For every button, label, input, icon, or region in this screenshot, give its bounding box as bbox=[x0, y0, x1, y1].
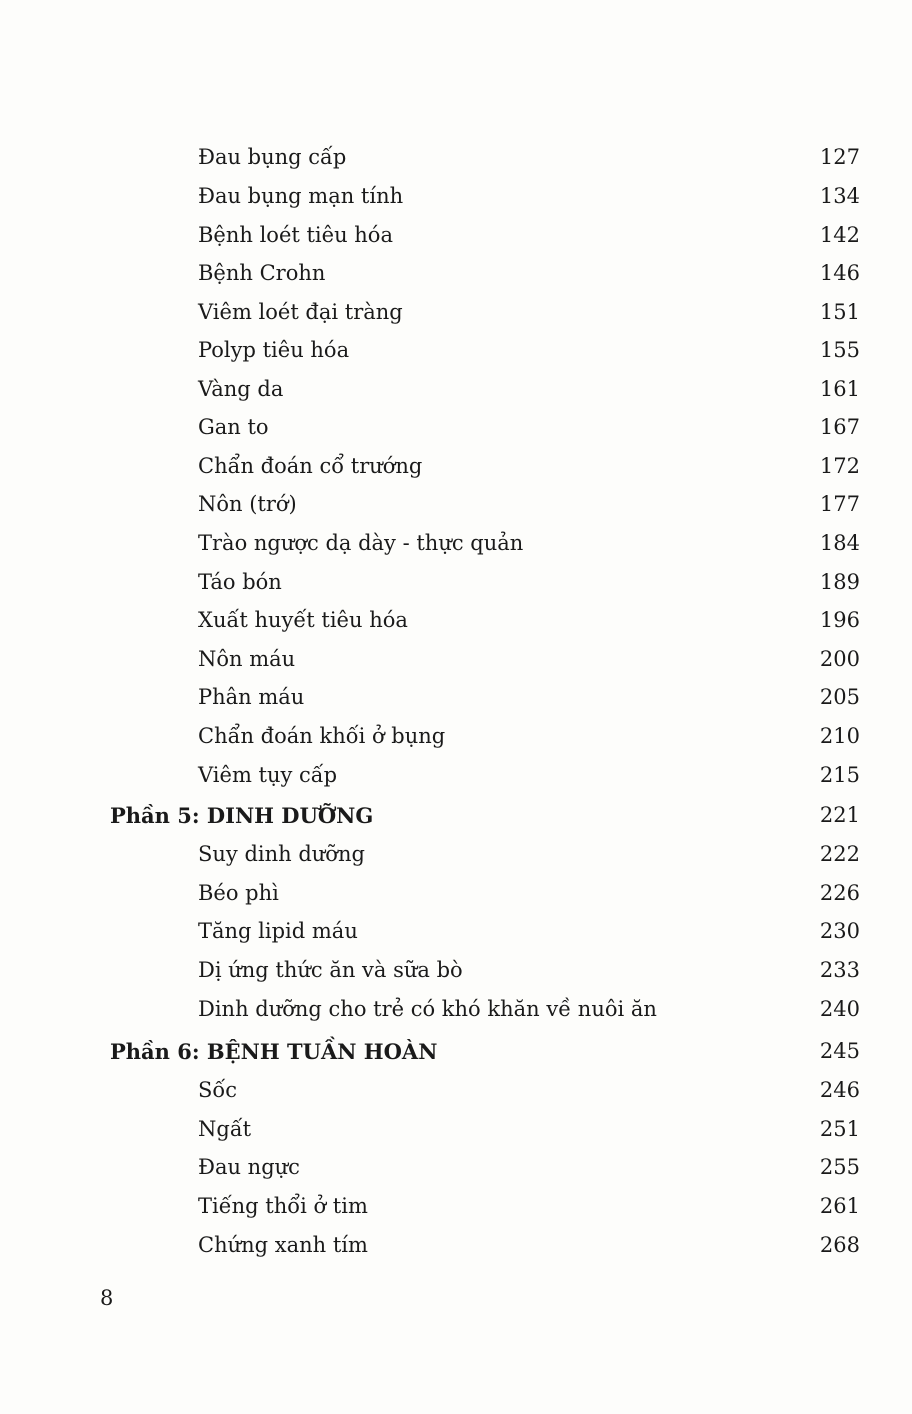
entry-title: Polyp tiêu hóa bbox=[198, 338, 350, 362]
entry-title: Gan to bbox=[198, 415, 269, 439]
entry-title: Đau bụng mạn tính bbox=[198, 184, 404, 208]
entry-title: Viêm tụy cấp bbox=[198, 763, 338, 787]
entry-page-number: 151 bbox=[819, 300, 860, 324]
entry-title: Trào ngược dạ dày - thực quản bbox=[198, 531, 524, 555]
toc-entry bbox=[198, 1187, 860, 1225]
entry-page-number: 134 bbox=[819, 184, 860, 208]
entry-page-number: 196 bbox=[819, 608, 860, 632]
toc-entry bbox=[198, 524, 860, 562]
toc-entry bbox=[198, 563, 860, 601]
toc-entry bbox=[198, 447, 860, 485]
entry-title: Sốc bbox=[198, 1078, 237, 1102]
entry-title: Đau ngực bbox=[198, 1155, 300, 1179]
entry-page-number: 155 bbox=[819, 338, 860, 362]
entry-title: Xuất huyết tiêu hóa bbox=[198, 608, 408, 632]
entry-title: Táo bón bbox=[198, 570, 282, 594]
toc-entry bbox=[198, 370, 860, 408]
page-number: 8 bbox=[100, 1286, 114, 1310]
toc-entry bbox=[198, 640, 860, 678]
entry-page-number: 172 bbox=[819, 454, 860, 478]
entry-page-number: 246 bbox=[819, 1078, 860, 1102]
entry-page-number: 142 bbox=[819, 223, 860, 247]
entry-page-number: 200 bbox=[819, 647, 860, 671]
entry-page-number: 233 bbox=[819, 958, 860, 982]
entry-page-number: 146 bbox=[819, 261, 860, 285]
entry-page-number: 184 bbox=[819, 531, 860, 555]
entry-title: Nôn máu bbox=[198, 647, 296, 671]
entry-title: Ngất bbox=[198, 1117, 252, 1141]
entry-title: Viêm loét đại tràng bbox=[198, 300, 403, 324]
toc-entry bbox=[198, 601, 860, 639]
toc-entry bbox=[198, 1071, 860, 1109]
entry-page-number: 240 bbox=[819, 997, 860, 1021]
toc-entry bbox=[198, 485, 860, 523]
entry-page-number: 127 bbox=[819, 145, 860, 169]
entry-page-number: 245 bbox=[819, 1039, 860, 1063]
entry-title: Dinh dưỡng cho trẻ có khó khăn về nuôi ăn bbox=[198, 997, 657, 1021]
toc-entry bbox=[198, 835, 860, 873]
toc-entry bbox=[198, 293, 860, 331]
entry-title: Bệnh loét tiêu hóa bbox=[198, 223, 393, 247]
toc-entry bbox=[198, 331, 860, 369]
entry-title: Đau bụng cấp bbox=[198, 145, 347, 169]
entry-title: Nôn (trớ) bbox=[198, 492, 297, 516]
entry-page-number: 230 bbox=[819, 919, 860, 943]
entry-title: Chứng xanh tím bbox=[198, 1233, 368, 1257]
entry-page-number: 261 bbox=[819, 1194, 860, 1218]
entry-title: Bệnh Crohn bbox=[198, 261, 326, 285]
entry-title: Vàng da bbox=[198, 377, 284, 401]
entry-page-number: 221 bbox=[819, 803, 860, 827]
entry-page-number: 226 bbox=[819, 881, 860, 905]
toc-section-heading bbox=[110, 1032, 860, 1070]
entry-page-number: 167 bbox=[819, 415, 860, 439]
entry-page-number: 251 bbox=[819, 1117, 860, 1141]
entry-page-number: 177 bbox=[819, 492, 860, 516]
entry-page-number: 268 bbox=[819, 1233, 860, 1257]
entry-title: Suy dinh dưỡng bbox=[198, 842, 365, 866]
toc-entry bbox=[198, 717, 860, 755]
toc-entry bbox=[198, 951, 860, 989]
toc-entry bbox=[198, 990, 860, 1028]
toc-entry bbox=[198, 874, 860, 912]
entry-page-number: 205 bbox=[819, 685, 860, 709]
toc-entry bbox=[198, 216, 860, 254]
section-title: Phần 5: DINH DƯỠNG bbox=[110, 802, 374, 828]
entry-title: Dị ứng thức ăn và sữa bò bbox=[198, 958, 463, 982]
entry-title: Chẩn đoán cổ trướng bbox=[198, 454, 423, 478]
entry-title: Tiếng thổi ở tim bbox=[198, 1194, 368, 1218]
toc-entry bbox=[198, 138, 860, 176]
entry-page-number: 255 bbox=[819, 1155, 860, 1179]
toc-entry bbox=[198, 1226, 860, 1264]
toc-entry bbox=[198, 678, 860, 716]
toc-section-heading bbox=[110, 796, 860, 834]
entry-page-number: 210 bbox=[819, 724, 860, 748]
toc-entry bbox=[198, 408, 860, 446]
entry-title: Chẩn đoán khối ở bụng bbox=[198, 724, 446, 748]
entry-page-number: 222 bbox=[819, 842, 860, 866]
entry-title: Tăng lipid máu bbox=[198, 919, 358, 943]
toc-entry bbox=[198, 756, 860, 794]
toc-entry bbox=[198, 1148, 860, 1186]
section-title: Phần 6: BỆNH TUẦN HOÀN bbox=[110, 1038, 438, 1064]
toc-entry bbox=[198, 912, 860, 950]
entry-page-number: 215 bbox=[819, 763, 860, 787]
toc-entry bbox=[198, 177, 860, 215]
toc-entry bbox=[198, 254, 860, 292]
entry-page-number: 189 bbox=[819, 570, 860, 594]
entry-title: Béo phì bbox=[198, 881, 279, 905]
entry-title: Phân máu bbox=[198, 685, 305, 709]
toc-entry bbox=[198, 1110, 860, 1148]
entry-page-number: 161 bbox=[819, 377, 860, 401]
